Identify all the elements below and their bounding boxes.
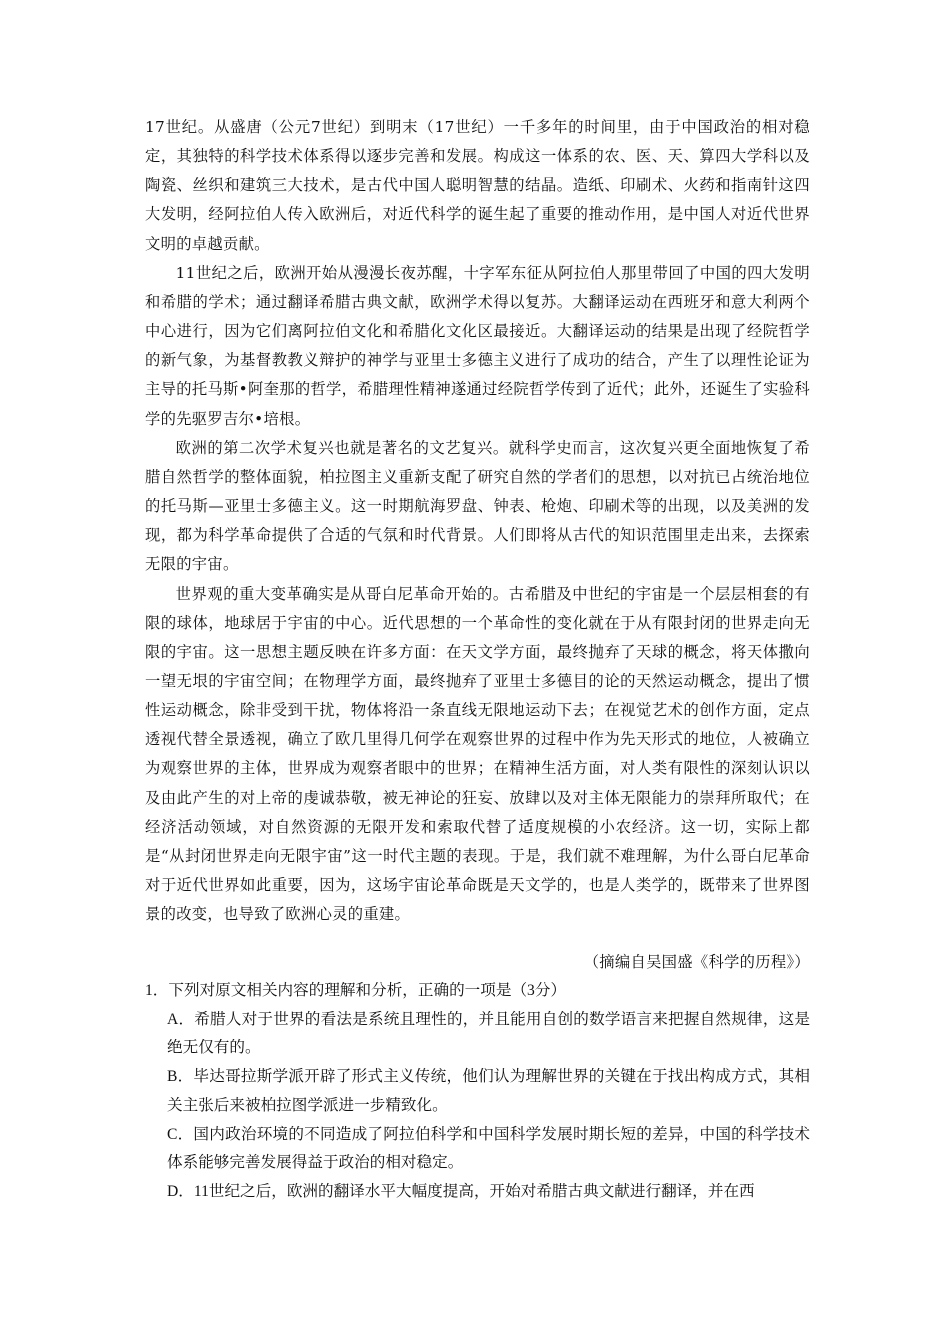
option-b: B．毕达哥拉斯学派开辟了形式主义传统，他们认为理解世界的关键在于找出构成方式，其相关主张后来被柏拉图学派进一步精致化。: [167, 1068, 810, 1114]
passage-source: （摘编自吴国盛《科学的历程》）: [583, 953, 810, 971]
option-a: A．希腊人对于世界的看法是系统且理性的，并且能用自创的数学语言来把握自然规律，这是绝无仅有的。: [167, 1010, 810, 1057]
passage-paragraph: 17世纪。从盛唐（公元7世纪）到明末（17世纪）一千多年的时间里，由于中国政治的相对稳定，其独特的科学技术体系得以逐步完善和发展。构成这一体系的农、医、天、算四大学科以及陶瓷、丝织和建筑三大技术，是古代中国人聪明智慧的结晶。造纸、印刷术、火药和指南针这四大发明，经阿拉伯人传入欧洲后，对近代科学的诞生起了重要的推动作用，是中国人对近代世界文明的卓越贡献。: [145, 118, 810, 253]
passage-paragraph: 世界观的重大变革确实是从哥白尼革命开始的。古希腊及中世纪的宇宙是一个层层相套的有限的球体，地球居于宇宙的中心。近代思想的一个革命性的变化就在于从有限封闭的世界走向无限的宇宙。这一思想主题反映在许多方面：在天文学方面，最终抛弃了天球的概念，将天体撒向一望无垠的宇宙空间；在物理学方面，最终抛弃了亚里士多德目的论的天然运动概念，提出了惯性运动概念，除非受到干扰，物体将沿一条直线无限地运动下去；在视觉艺术的创作方面，定点透视代替全景透视，确立了欧几里得几何学在观察世界的过程中作为先天形式的地位，人被确立为观察世界的主体，世界成为观察者眼中的世界；在精神生活方面，对人类有限性的深刻认识以及由此产生的对上帝的虔诚恭敬，被无神论的狂妄、放肆以及对主体无限能力的崇拜所取代；在经济活动领域，对自然资源的无限开发和索取代替了适度规模的小农经济。这一切，实际上都是“从封闭世界走向无限宇宙”这一时代主题的表现。于是，我们就不难理解，为什么哥白尼革命对于近代世界如此重要，因为，这场宇宙论革命既是天文学的，也是人类学的，既带来了世界图景的改变，也导致了欧洲心灵的重建。: [145, 584, 810, 924]
passage-paragraph: 欧洲的第二次学术复兴也就是著名的文艺复兴。就科学史而言，这次复兴更全面地恢复了希腊自然哲学的整体面貌，柏拉图主义重新支配了研究自然的学者们的思想，以对抗已占统治地位的托马斯—亚里士多德主义。这一时期航海罗盘、钟表、枪炮、印刷术等的出现，以及美洲的发现，都为科学革命提供了合适的气氛和时代背景。人们即将从古代的知识范围里走出来，去探索无限的宇宙。: [145, 438, 810, 574]
question-stem: 1．下列对原文相关内容的理解和分析，正确的一项是（3分）: [145, 982, 567, 999]
option-d: D．11世纪之后，欧洲的翻译水平大幅度提高，开始对希腊古典文献进行翻译，并在西: [167, 1182, 755, 1200]
question-1: [145, 977, 810, 1207]
option-c: C．国内政治环境的不同造成了阿拉伯科学和中国科学发展时期长短的差异，中国的科学技术体系能够完善发展得益于政治的相对稳定。: [167, 1125, 810, 1172]
reading-passage: [145, 113, 810, 929]
passage-paragraph: 11世纪之后，欧洲开始从漫漫长夜苏醒，十字军东征从阿拉伯人那里带回了中国的四大发明和希腊的学术；通过翻译希腊古典文献，欧洲学术得以复苏。大翻译运动在西班牙和意大利两个中心进行，因为它们离阿拉伯文化和希腊化文化区最接近。大翻译运动的结果是出现了经院哲学的新气象，为基督教教义辩护的神学与亚里士多德主义进行了成功的结合，产生了以理性论证为主导的托马斯•阿奎那的哲学，希腊理性精神遂通过经院哲学传到了近代；此外，还诞生了实验科学的先驱罗吉尔•培根。: [145, 263, 810, 428]
